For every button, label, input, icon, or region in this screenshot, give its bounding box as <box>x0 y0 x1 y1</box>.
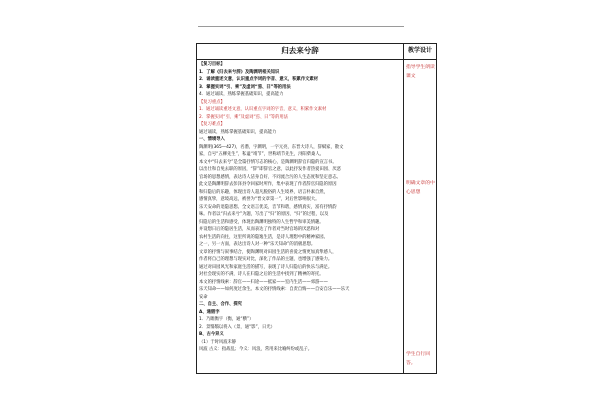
content-line: 1．通过诵读重述文意，认识重点字词的字音，意义，积累作文素材 <box>199 107 327 112</box>
content-line: 文章的抒情与叙事结合，使陶渊明对田园生活的喜爱之情更加真挚感人， <box>199 249 337 255</box>
content-line: 风波 古义：指战乱；今义：风浪，常用来比喻纠纷或乱子。 <box>199 347 313 352</box>
content-line: 乐天知命——如何度过余生。本文的抒情线索：自责自悔——自安自乐——乐天 <box>199 287 350 292</box>
side-column-header: 教学设计 <box>407 47 432 54</box>
content-line: A、通假字 <box>199 309 220 315</box>
content-line: 官场的思想感情，表达诗人洁身自好、不同流合污的人生态度和坚定意志。 <box>199 174 341 180</box>
content-line: 作者将自己的理想与现实对比，深化了作品的主题，也增强了感染力。 <box>199 257 333 262</box>
content-line: 一、情境导入 <box>199 137 225 142</box>
content-line: 和归隐后的乐趣，体现出诗人超凡脱俗的人生境界，语言朴素自然， <box>199 189 328 195</box>
side-note: 学生自行回答。 <box>406 352 430 366</box>
content-line: 【复习难点】 <box>199 122 225 127</box>
content-line: 农村生活的向往，这里所说的隐逸生活，是诗人理想中的精神家园。 <box>199 234 328 240</box>
content-line: 以出仕和自免去职的原因，“辞”即辞官之意，以此抒发作者热爱田园、厌恶 <box>199 167 341 172</box>
lesson-plan-table <box>196 43 437 374</box>
content-line: 对社会现实的不满，诗人在归隐之后的生活中找到了精神的寄托。 <box>199 272 324 277</box>
content-line: 【复习目标】 <box>199 62 225 67</box>
content-line: 本文中“归去来兮”是全篇抒情写志的核心，是陶渊明辞官归隐的宣言书。 <box>199 159 337 165</box>
content-line: 此文是陶渊明辞去彭泽县令回家时所作，集中表现了作者辞官归隐的原因 <box>199 182 337 187</box>
main-content <box>199 61 401 354</box>
content-line: （1）于时风波未静 <box>199 339 237 345</box>
content-line: 本文的抒情线索：辞官——归途——抵家——室内生活——郊游—— <box>199 279 328 285</box>
content-line: 感情真挚，意境高远，被誉为“晋文章第一”，对后世影响很大。 <box>199 197 320 202</box>
content-line: 二、自主、合作、探究 <box>199 302 242 307</box>
content-line: 2．景翳翳以将入（景，通“影”，日光） <box>199 324 275 330</box>
content-line: 2．诵读重述文意，认识重点字词的字音、意义，积累作文素材 <box>199 77 319 82</box>
content-line: 1．乃瞻衡宇（衡，通“横”） <box>199 317 254 322</box>
header-divider <box>197 59 436 60</box>
content-line: 味。作者以“归去来兮”为题，写出了“归”的原因、“归”的过程，以及 <box>199 212 329 217</box>
side-note: 指导学生朗读课文 <box>406 65 435 79</box>
side-note: 明确文章的中心思想 <box>406 181 435 195</box>
content-line: 乐天安命的退隐思想。全文语言优美，音节和谐，感情真实，富有抒情韵 <box>199 204 337 210</box>
document-title: 归去来兮辞 <box>281 46 319 55</box>
page-top-rule <box>198 26 404 27</box>
content-line: 通过对田园风光和家庭生活的描写，表现了诗人归隐后的快乐与满足。 <box>199 264 333 270</box>
content-line: 4．通过诵读，熟练掌握基础知识，提高能力 <box>199 92 284 97</box>
content-line: 家，自号“五柳先生”，私谥“靖节”，世称靖节先生，浔阳柴桑人。 <box>199 152 324 157</box>
content-line: 1．了解《归去来兮辞》及陶渊明相关知识 <box>199 69 280 75</box>
content-line: 陶渊明(365—427)，名潜，字渊明，一字元亮，东晋大诗人，辞赋家，散文 <box>199 144 344 150</box>
content-line: B、古今异义 <box>199 332 224 337</box>
content-line: 并设想日后的隐居生活，从而表达了作者对当时官场的厌恶和对 <box>199 227 320 232</box>
content-line: 3．掌握实词“引、乘”及虚词“焉、曰”等的用法 <box>199 84 291 90</box>
content-line: 之一，另一方面，表达出诗人对一种“乐天知命”的消极思想。 <box>199 242 316 247</box>
content-line: 【复习重点】 <box>199 99 225 105</box>
content-line: 2．掌握实词“引、乘”及虚词“焉、曰”等的用法 <box>199 114 288 120</box>
content-line: 归隐后的生活和感受，体现出陶渊明独特的人生哲学和审美情趣。 <box>199 219 324 225</box>
column-divider <box>403 44 404 373</box>
content-line: 通过诵读，熟练掌握基础知识，提高能力 <box>199 129 277 135</box>
content-line: 安命 <box>199 294 208 300</box>
